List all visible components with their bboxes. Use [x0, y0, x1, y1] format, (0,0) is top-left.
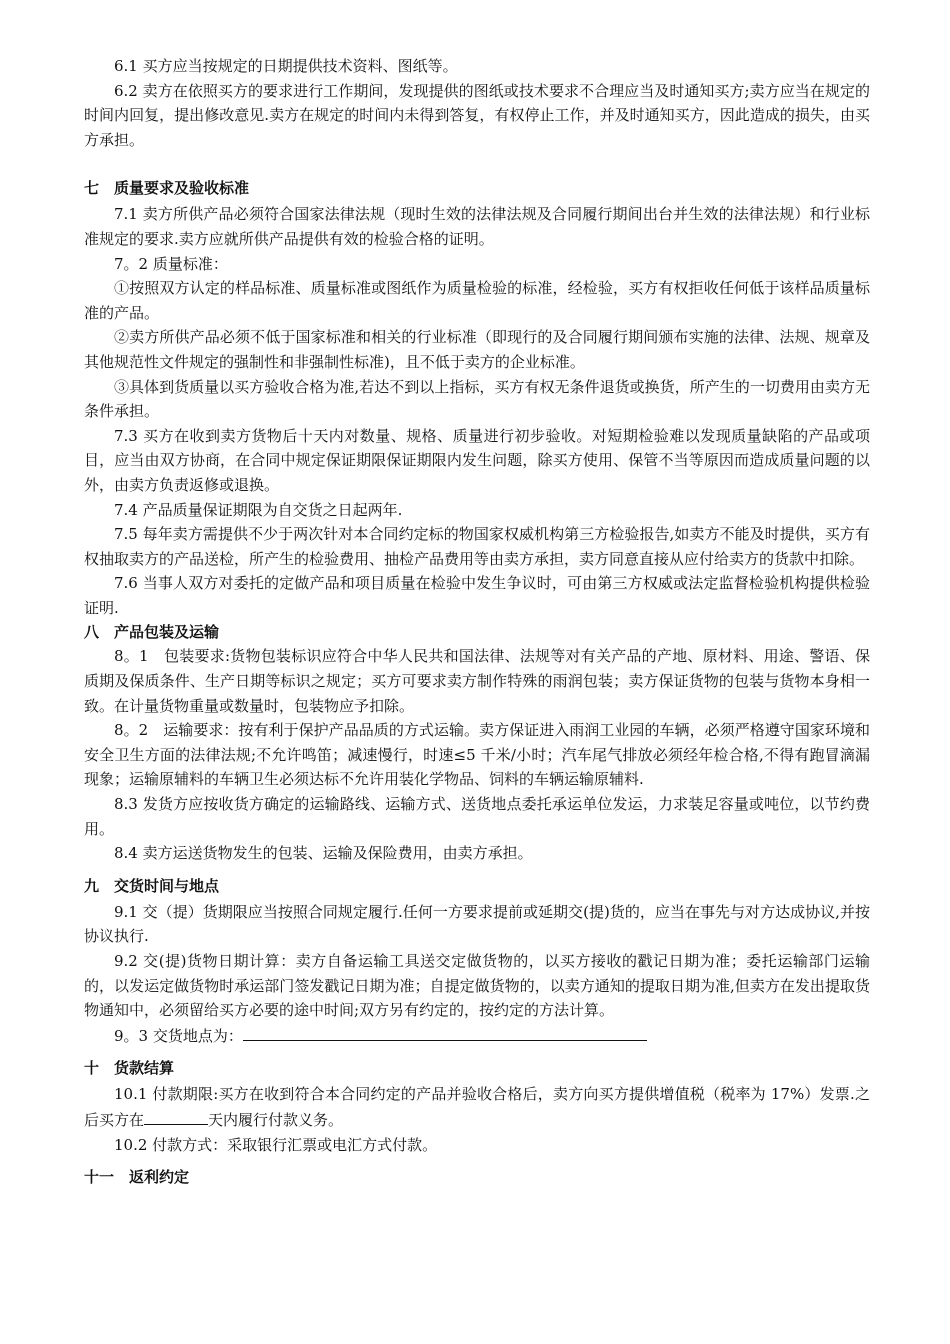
section-7-heading: 七 质量要求及验收标准 [84, 179, 250, 198]
section-10-heading: 十 货款结算 [84, 1059, 175, 1078]
section-8-heading: 八 产品包装及运输 [84, 623, 220, 642]
clause-7-2: 7。2 质量标准： [114, 254, 228, 273]
clause-7-5: 7.5 每年卖方需提供不少于两次针对本合同约定标的物国家权威机构第三方检验报告,如卖方不能及时提供，买方有权抽取卖方的产品送检，所产生的检验费用、抽检产品费用等由卖方承担，卖方同意直接从应付给卖方的货款中扣除。 [84, 525, 870, 568]
clause-6-1: 6.1 买方应当按规定的日期提供技术资料、图纸等。 [114, 57, 458, 75]
clause-10-1 [84, 1082, 870, 1132]
clause-6-2: 6.2 卖方在依照买方的要求进行工作期间，发现提供的图纸或技术要求不合理应当及时通知买方;卖方应当在规定的时间内回复，提出修改意见.卖方在规定的时间内未得到答复，有权停止工作，并及时通知买方，因此造成的损失，由买方承担。 [84, 81, 870, 149]
section-9-heading: 九 交货时间与地点 [84, 876, 220, 895]
contract-body [84, 54, 870, 1189]
clause-7-4: 7.4 产品质量保证期限为自交货之日起两年. [114, 500, 403, 519]
section-11-heading: 十一 返利约定 [84, 1168, 190, 1187]
clause-8-1: 8。1 包装要求:货物包装标识应符合中华人民共和国法律、法规等对有关产品的产地、原材料、用途、警语、保质期及保质条件、生产日期等标识之规定；买方可要求卖方制作特殊的雨润包装；卖方保证货物的包装与货物本身相一致。在计量货物重量或数量时，包装物应予扣除。 [84, 647, 870, 715]
clause-9-3-label: 9。3 交货地点为： [114, 1026, 243, 1045]
payment-days-blank[interactable] [144, 1107, 208, 1125]
clause-10-2: 10.2 付款方式：采取银行汇票或电汇方式付款。 [114, 1135, 438, 1154]
clause-7-3: 7.3 买方在收到卖方货物后十天内对数量、规格、质量进行初步验收。对短期检验难以发现质量缺陷的产品或项目，应当由双方协商，在合同中规定保证期限保证期限内发生问题，除买方使用、保管不当等原因而造成质量问题的以外，由卖方负责返修或退换。 [84, 426, 870, 494]
delivery-location-blank[interactable] [243, 1023, 647, 1041]
clause-10-1-text-end: 天内履行付款义务。 [208, 1110, 344, 1129]
clause-10-1-text-start: 10.1 付款期限:买方在收到符合本合同约定的产品并验收合格后，卖方向买方提供增值税（税率为 17%）发票.之后买方在 [84, 1085, 870, 1129]
clause-7-1: 7.1 卖方所供产品必须符合国家法律法规（现时生效的法律法规及合同履行期间出台并生效的法律法规）和行业标准规定的要求.卖方应就所供产品提供有效的检验合格的证明。 [84, 205, 870, 248]
clause-7-2-item-2: ②卖方所供产品必须不低于国家标准和相关的行业标准（即现行的及合同履行期间颁布实施的法律、法规、规章及其他规范性文件规定的强制性和非强制性标准)，且不低于卖方的企业标准。 [84, 328, 870, 371]
clause-7-6: 7.6 当事人双方对委托的定做产品和项目质量在检验中发生争议时，可由第三方权威或法定监督检验机构提供检验证明. [84, 574, 870, 617]
clause-9-1: 9.1 交（提）货期限应当按照合同规定履行.任何一方要求提前或延期交(提)货的，应当在事先与对方达成协议,并按协议执行. [84, 902, 870, 946]
clause-9-3 [84, 1023, 870, 1049]
clause-7-2-item-3: ③具体到货质量以买方验收合格为准,若达不到以上指标，买方有权无条件退货或换货，所产生的一切费用由卖方无条件承担。 [84, 377, 870, 421]
clause-7-2-item-1: ①按照双方认定的样品标准、质量标准或图纸作为质量检验的标准，经检验，买方有权拒收任何低于该样品质量标准的产品。 [84, 279, 870, 322]
clause-9-2: 9.2 交(提)货物日期计算：卖方自备运输工具送交定做货物的，以买方接收的戳记日期为准；委托运输部门运输的，以发运定做货物时承运部门签发戳记日期为准；自提定做货物的，以卖方通知的提取日期为准,但卖方在发出提取货物通知中，必须留给买方必要的途中时间;双方另有约定的，按约定的方法计算。 [84, 952, 870, 1020]
clause-8-2: 8。2 运输要求：按有利于保护产品品质的方式运输。卖方保证进入雨润工业园的车辆，必须严格遵守国家环境和安全卫生方面的法律法规;不允许鸣笛；减速慢行，时速≤5 千米/小时；汽车尾气排放必须经年检合格,不得有跑冒滴漏现象；运输原辅料的车辆卫生必须达标不允许用装化学物品、饲料的车辆运输原辅料. [84, 721, 870, 789]
clause-8-4: 8.4 卖方运送货物发生的包装、运输及保险费用，由卖方承担。 [114, 844, 533, 863]
clause-8-3: 8.3 发货方应按收货方确定的运输路线、运输方式、送货地点委托承运单位发运，力求装足容量或吨位，以节约费用。 [84, 795, 870, 838]
